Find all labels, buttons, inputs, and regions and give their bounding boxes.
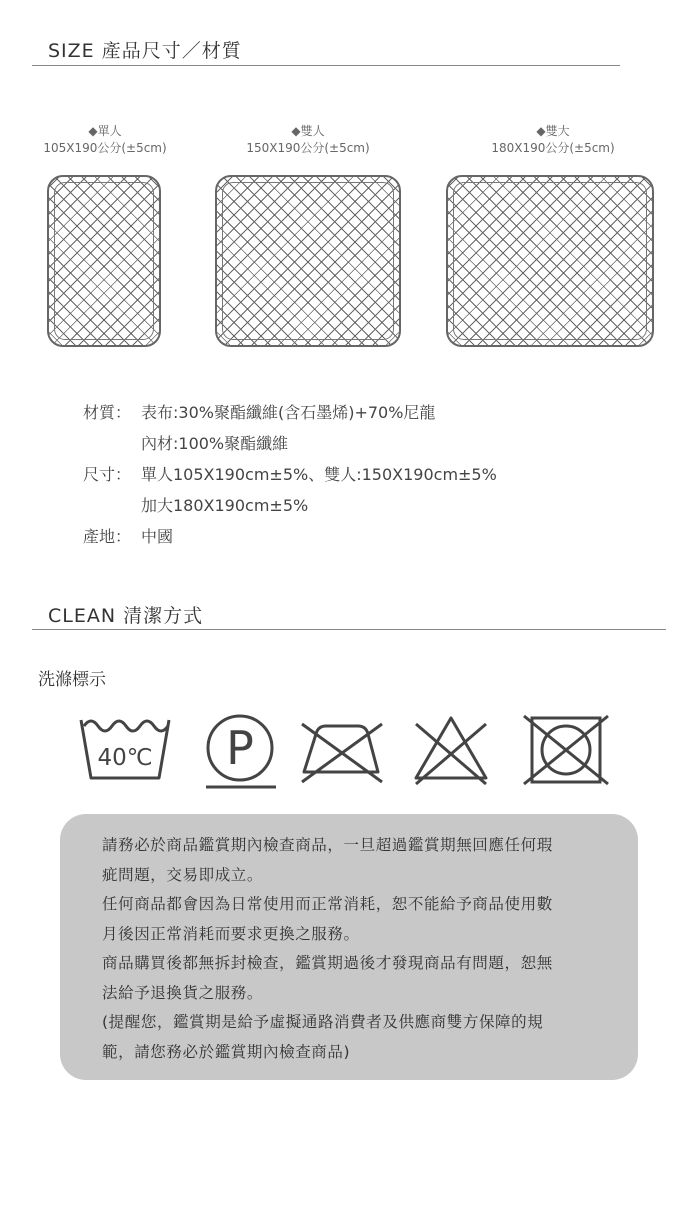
pad-illustration-queen — [446, 175, 654, 347]
spec-size-row — [83, 459, 497, 490]
notice-panel — [60, 814, 638, 1080]
spec-material-label: 材質： — [83, 403, 132, 422]
notice-line: 月後因正常消耗而要求更換之服務。 — [102, 924, 360, 943]
notice-line: (提醒您，鑑賞期是給予虛擬通路消費者及供應商雙方保障的規 — [102, 1013, 544, 1031]
size-dims: 105X190公分(±5cm) — [43, 141, 167, 155]
spec-size-label: 尺寸： — [83, 465, 132, 484]
size-label-queen — [468, 123, 638, 157]
size-label-single — [25, 123, 185, 157]
dry-clean-letter: P — [226, 721, 254, 775]
spec-origin-value: 中國 — [141, 527, 174, 546]
notice-line: 請務必於商品鑑賞期內檢查商品，一旦超過鑑賞期無回應任何瑕 — [102, 836, 553, 854]
size-name: ◆雙大 — [536, 124, 570, 138]
spec-material-row — [83, 397, 497, 428]
size-dims: 180X190公分(±5cm) — [491, 141, 615, 155]
wash-40-icon — [77, 714, 177, 786]
pad-illustration-double — [215, 175, 401, 347]
do-not-iron-icon — [296, 712, 388, 788]
spec-material-value-2: 內材:100%聚酯纖維 — [141, 434, 289, 453]
spec-block — [83, 397, 497, 552]
notice-line: 法給予退換貨之服務。 — [102, 983, 264, 1002]
do-not-bleach-icon — [410, 710, 492, 786]
spec-size-value-2: 加大180X190cm±5% — [141, 496, 309, 515]
spec-material-row-2 — [83, 428, 497, 459]
notice-line: 任何商品都會因為日常使用而正常消耗，恕不能給予商品使用數 — [102, 895, 553, 913]
spec-material-value-1: 表布:30%聚酯纖維(含石墨烯)+70%尼龍 — [141, 403, 436, 422]
dry-clean-p-icon — [200, 711, 280, 791]
size-section-title: SIZE 產品尺寸／材質 — [48, 40, 242, 62]
size-section-divider — [32, 65, 620, 66]
spec-size-value-1: 單人105X190cm±5%、雙人:150X190cm±5% — [141, 465, 497, 484]
notice-text — [102, 831, 553, 1067]
notice-line: 商品購買後都無拆封檢查，鑑賞期過後才發現商品有問題，恕無 — [102, 954, 553, 972]
clean-section-title: CLEAN 清潔方式 — [48, 605, 204, 627]
size-label-double — [228, 123, 388, 157]
wash-temp-text: 40℃ — [97, 745, 153, 771]
notice-line: 範，請您務必於鑑賞期內檢查商品) — [102, 1042, 351, 1061]
size-dims: 150X190公分(±5cm) — [246, 141, 370, 155]
clean-section-divider — [32, 629, 666, 630]
spec-size-row-2 — [83, 490, 497, 521]
spec-origin-row — [83, 521, 497, 552]
care-label-title: 洗滌標示 — [38, 670, 106, 690]
notice-line: 疵問題，交易即成立。 — [102, 865, 264, 884]
spec-origin-label: 產地： — [83, 527, 132, 546]
do-not-tumble-dry-icon — [520, 712, 612, 788]
pad-illustration-single — [47, 175, 161, 347]
size-name: ◆雙人 — [291, 124, 325, 138]
size-name: ◆單人 — [88, 124, 122, 138]
